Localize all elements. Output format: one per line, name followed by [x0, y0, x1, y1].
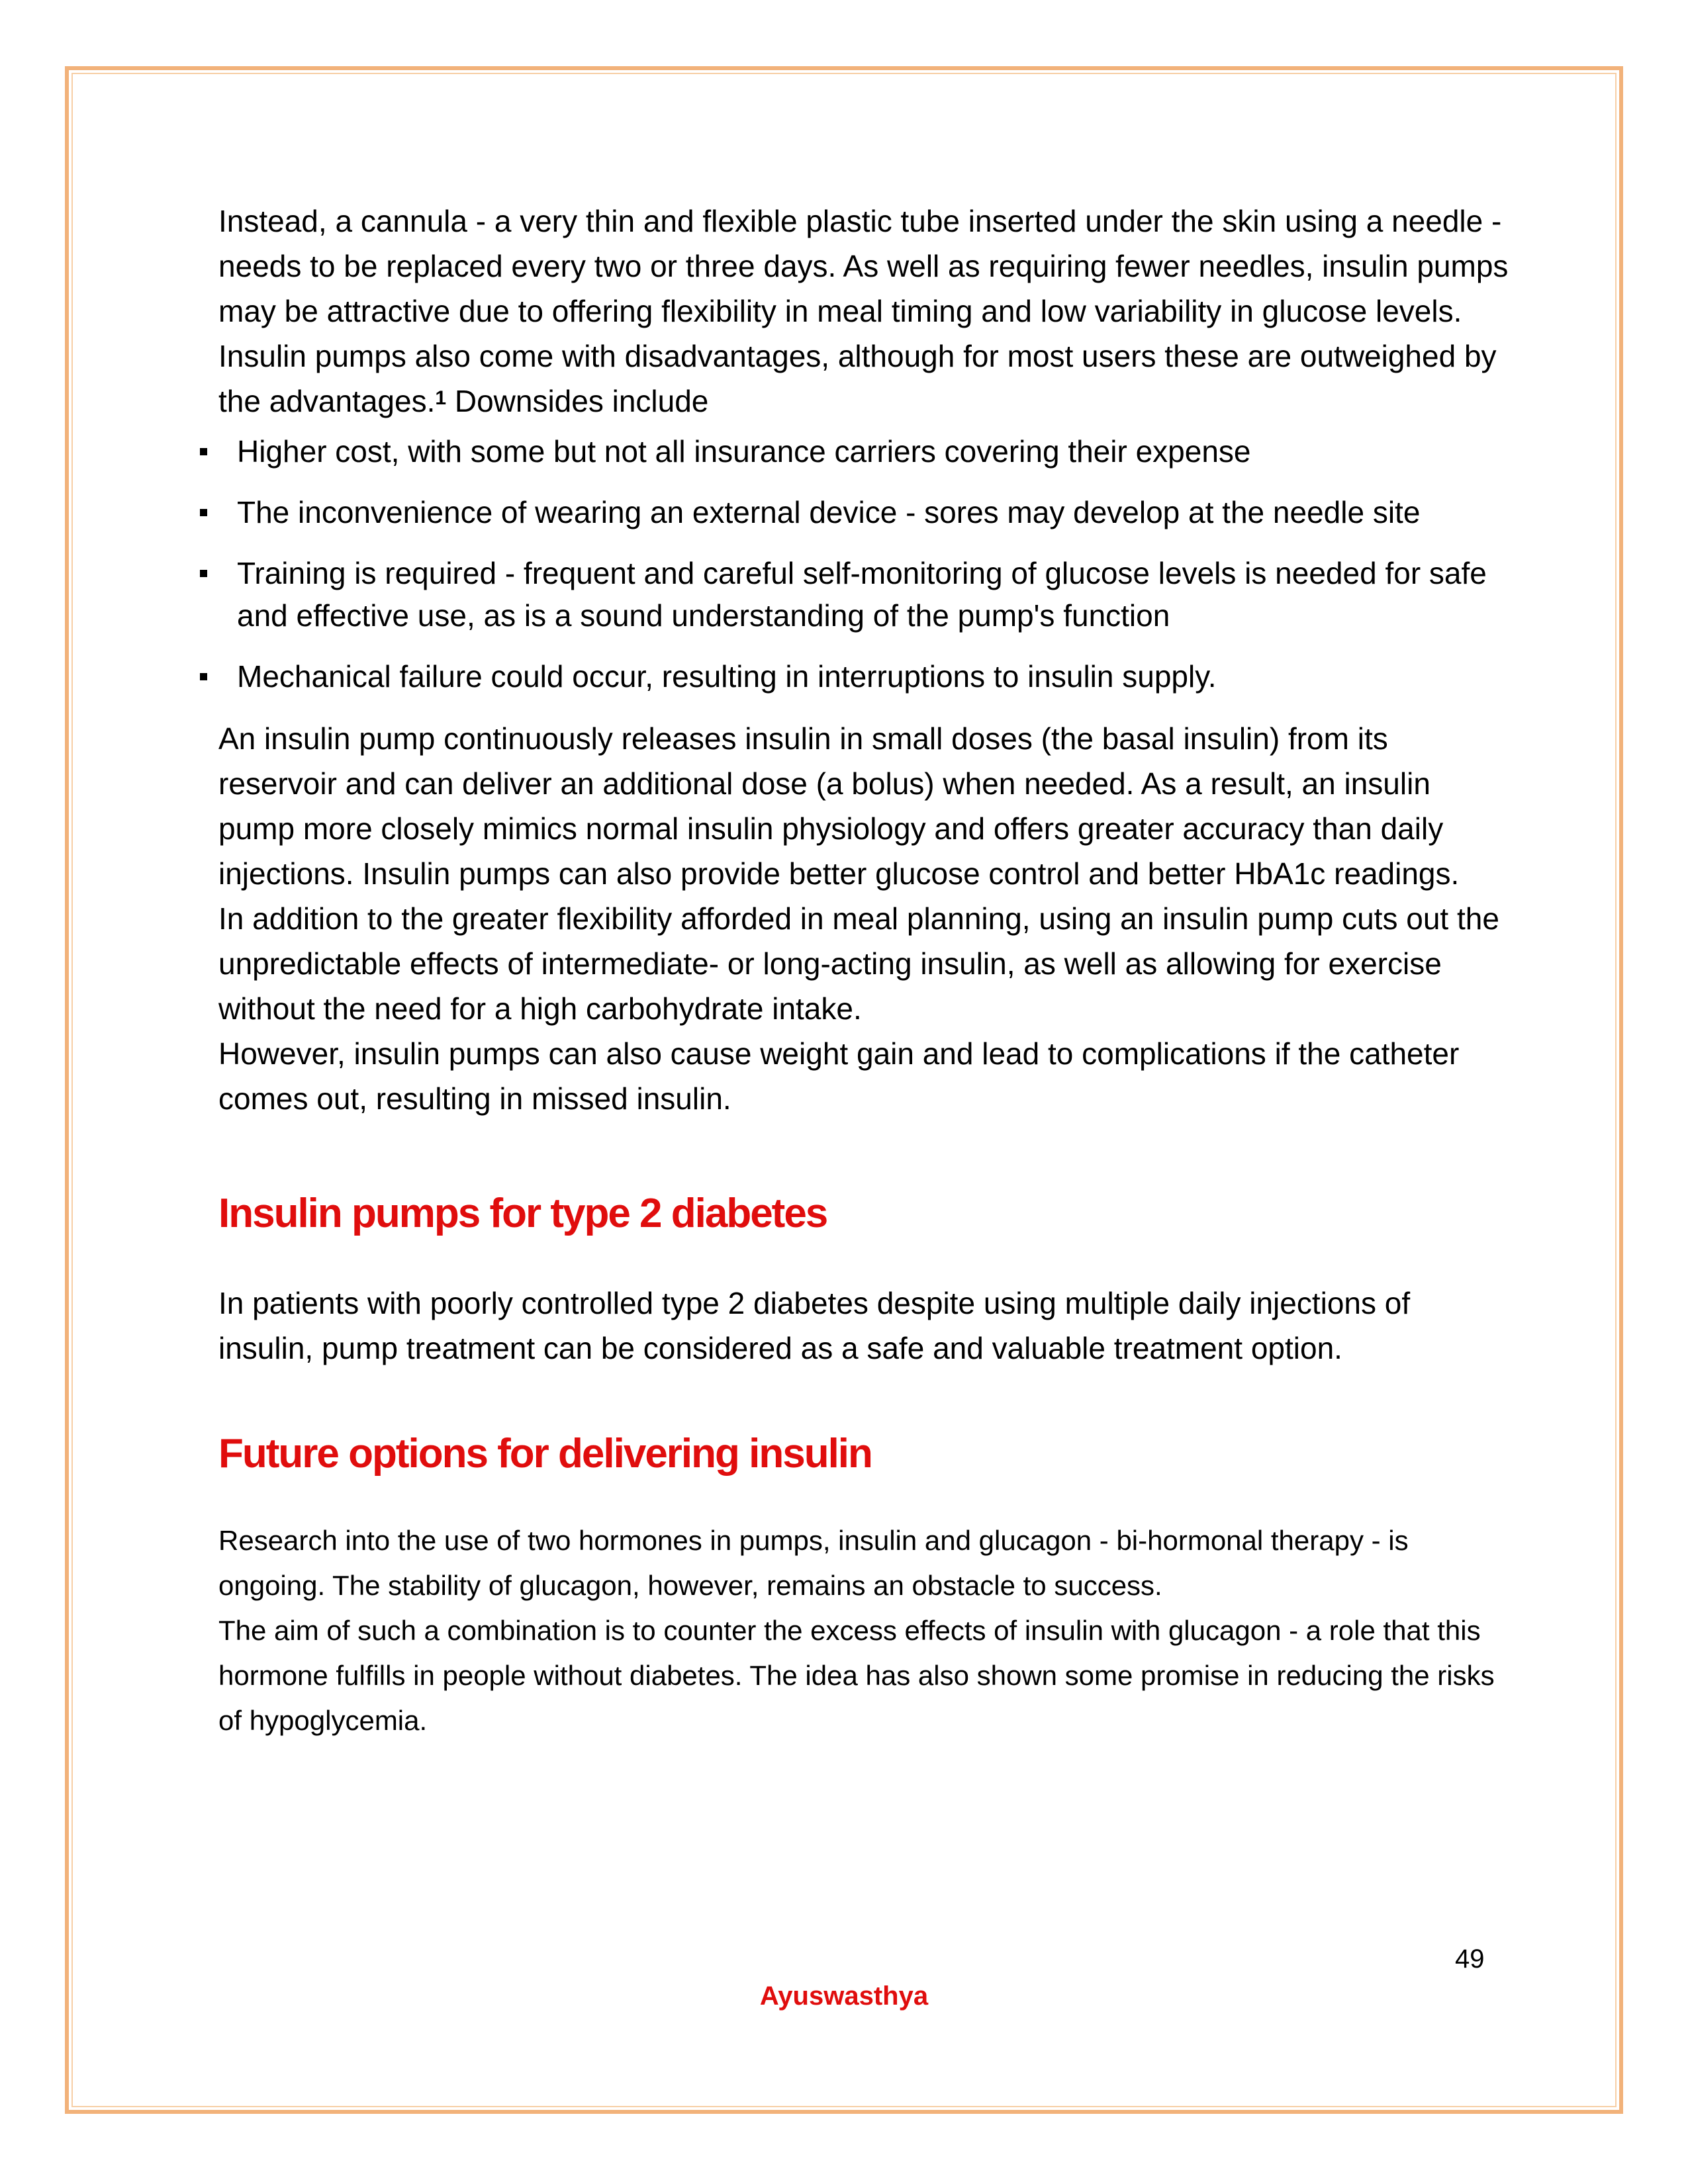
- page-number: 49: [1455, 1944, 1485, 1974]
- middle-paragraph-2: In addition to the greater flexibility afforded in meal planning, using an insulin pump cuts out the unpredictable effects of intermediate- or long-acting insulin, as well as allowing for exercise without the need for a high carbohydrate intake.: [218, 901, 1499, 1026]
- future-paragraph-2: The aim of such a combination is to counter the excess effects of insulin with glucagon - a role that this hormone fulfills in people without diabetes. The idea has also shown some promise in reducing the risks of hypoglycemia.: [218, 1615, 1495, 1736]
- type2-paragraph: In patients with poorly controlled type 2 diabetes despite using multiple daily injections of insulin, pump treatment can be considered as a safe and valuable treatment option.: [218, 1286, 1411, 1365]
- footer-brand: Ayuswasthya: [759, 1981, 929, 2011]
- list-item: The inconvenience of wearing an external device - sores may develop at the needle site: [203, 491, 1509, 533]
- intro-paragraph-1: Instead, a cannula - a very thin and flexible plastic tube inserted under the skin using a needle - needs to be replaced every two or three days. As well as requiring fewer needles, insulin pumps may be attractive due to offering flexibility in meal timing and low variability in glucose levels.: [218, 204, 1509, 328]
- section-heading-type2: Insulin pumps for type 2 diabetes: [218, 1191, 827, 1236]
- middle-paragraph-3: However, insulin pumps can also cause weight gain and lead to complications if the catheter comes out, resulting in missed insulin.: [218, 1036, 1460, 1116]
- list-item: Training is required - frequent and careful self-monitoring of glucose levels is needed for safe and effective use, as is a sound understanding of the pump's function: [203, 552, 1509, 637]
- footnote-ref: 1: [435, 387, 447, 409]
- section-heading-future: Future options for delivering insulin: [218, 1431, 872, 1477]
- page-content: [218, 199, 1509, 1743]
- downsides-list: [218, 430, 1509, 698]
- intro-paragraph-2-text: Insulin pumps also come with disadvantages, although for most users these are outweighed by the advantages.: [218, 339, 1497, 418]
- list-item: Mechanical failure could occur, resulting in interruptions to insulin supply.: [203, 655, 1509, 698]
- future-paragraph-1: Research into the use of two hormones in pumps, insulin and glucagon - bi-hormonal therapy - is ongoing. The stability of glucagon, however, remains an obstacle to success.: [218, 1525, 1409, 1601]
- middle-paragraph-1: An insulin pump continuously releases insulin in small doses (the basal insulin) from its reservoir and can deliver an additional dose (a bolus) when needed. As a result, an insulin pump more closely mimics normal insulin physiology and offers greater accuracy than daily injections. Insulin pumps can also provide better glucose control and better HbA1c readings.: [218, 721, 1460, 891]
- list-item: Higher cost, with some but not all insurance carriers covering their expense: [203, 430, 1509, 473]
- intro-paragraph-2-tail: Downsides include: [446, 384, 709, 418]
- intro-paragraph-2: [218, 334, 1509, 424]
